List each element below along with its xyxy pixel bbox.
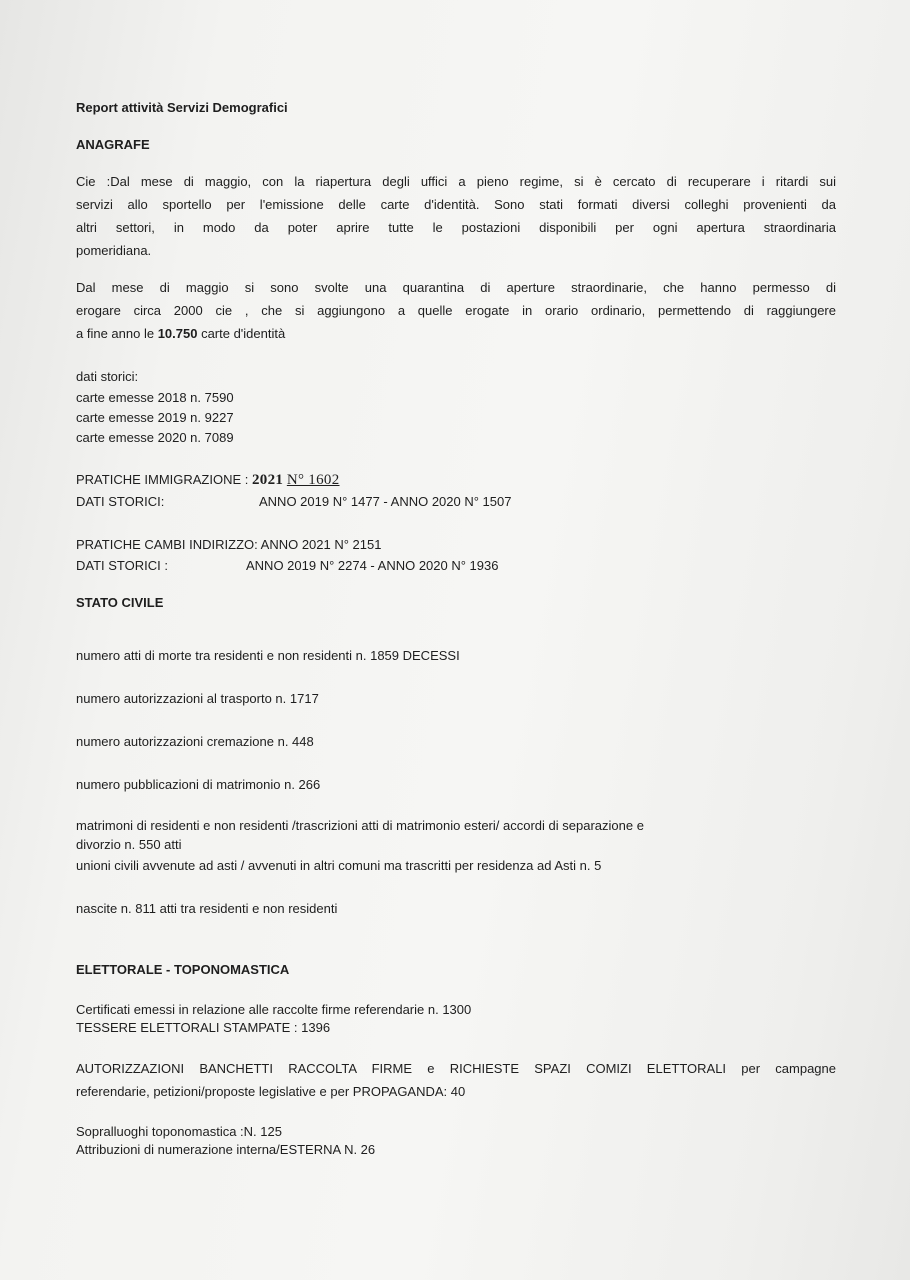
- cie-line-1: Cie :Dal mese di maggio, con la riapertura degli uffici a pieno regime, si è cercato di recuperare i ritardi sui: [76, 174, 836, 189]
- cambi-storici-value: ANNO 2019 N° 2274 - ANNO 2020 N° 1936: [246, 558, 499, 573]
- cambi-storici-row: [76, 554, 836, 577]
- immigrazione-label: PRATICHE IMMIGRAZIONE :: [76, 472, 252, 487]
- aperture-line-1: Dal mese di maggio si sono svolte una quarantina di aperture straordinarie, che hanno permesso di: [76, 280, 836, 295]
- cie-line-4: pomeridiana.: [76, 243, 152, 258]
- dati-storici-2020: carte emesse 2020 n. 7089: [76, 430, 234, 445]
- matrimoni-block: [76, 816, 836, 877]
- total-cie-count: 10.750: [157, 326, 198, 341]
- pubblicazioni-matrimonio: numero pubblicazioni di matrimonio n. 266: [76, 777, 321, 792]
- aperture-line-3: [76, 322, 836, 345]
- cambi-storici-label: DATI STORICI :: [76, 558, 168, 573]
- unioni-civili: unioni civili avvenute ad asti / avvenuti in altri comuni ma trascritti per residenza ad Asti n. 5: [76, 858, 602, 873]
- banchetti-block: [76, 1057, 836, 1103]
- banchetti-line-2: referendarie, petizioni/proposte legislative e per PROPAGANDA: 40: [76, 1084, 466, 1099]
- banchetti-line-1: AUTORIZZAZIONI BANCHETTI RACCOLTA FIRME e RICHIESTE SPAZI COMIZI ELETTORALI per campagne: [76, 1061, 836, 1076]
- cambi-indirizzo-row: PRATICHE CAMBI INDIRIZZO: ANNO 2021 N° 2151: [76, 537, 382, 552]
- cie-line-3: altri settori, in modo da poter aprire tutte le postazioni disponibili per ogni apertura straordinaria: [76, 220, 836, 235]
- immigrazione-value: N° 1602: [286, 472, 340, 488]
- certificati-block: [76, 1001, 836, 1037]
- dati-storici-block: [76, 365, 836, 448]
- sopralluoghi: Sopralluoghi toponomastica :N. 125: [76, 1124, 282, 1139]
- anagrafe-heading: ANAGRAFE: [76, 137, 150, 152]
- aperture-line-2: erogare circa 2000 cie , che si aggiungono a quelle erogate in orario ordinario, permettendo di raggiungere: [76, 303, 836, 318]
- document-body: [76, 96, 836, 1159]
- matrimoni-line-2: divorzio n. 550 atti: [76, 837, 182, 852]
- immigrazione-storici-row: [76, 490, 836, 513]
- report-title: Report attività Servizi Demografici: [76, 100, 288, 115]
- nascite: nascite n. 811 atti tra residenti e non residenti: [76, 901, 338, 916]
- cambi-indirizzo-block: [76, 533, 836, 577]
- dati-storici-2019: carte emesse 2019 n. 9227: [76, 410, 234, 425]
- elettorale-heading: ELETTORALE - TOPONOMASTICA: [76, 962, 290, 977]
- aperture-paragraph: [76, 276, 836, 345]
- dati-storici-2018: carte emesse 2018 n. 7590: [76, 390, 234, 405]
- autorizzazioni-trasporto: numero autorizzazioni al trasporto n. 1717: [76, 691, 319, 706]
- matrimoni-line-1: matrimoni di residenti e non residenti /trascrizioni atti di matrimonio esteri/ accordi di separazione e: [76, 818, 644, 833]
- autorizzazioni-cremazione: numero autorizzazioni cremazione n. 448: [76, 734, 314, 749]
- tessere-elettorali: TESSERE ELETTORALI STAMPATE : 1396: [76, 1020, 331, 1035]
- cie-line-2: servizi allo sportello per l'emissione delle carte d'identità. Sono stati formati diversi colleghi provenienti da: [76, 197, 836, 212]
- aperture-line-3-suffix: carte d'identità: [197, 326, 286, 341]
- immigrazione-storici-label: DATI STORICI:: [76, 494, 165, 509]
- aperture-line-3-prefix: a fine anno le: [76, 326, 158, 341]
- attribuzioni-numerazione: Attribuzioni di numerazione interna/ESTERNA N. 26: [76, 1142, 376, 1157]
- immigrazione-year: 2021: [252, 472, 284, 488]
- immigrazione-block: [76, 468, 836, 513]
- immigrazione-storici-value: ANNO 2019 N° 1477 - ANNO 2020 N° 1507: [259, 494, 512, 509]
- toponomastica-block: [76, 1123, 836, 1159]
- certificati-referendarie: Certificati emessi in relazione alle raccolte firme referendarie n. 1300: [76, 1002, 472, 1017]
- immigrazione-row: [76, 468, 836, 492]
- stato-civile-heading: STATO CIVILE: [76, 595, 164, 610]
- dati-storici-label: dati storici:: [76, 369, 139, 384]
- atti-morte: numero atti di morte tra residenti e non residenti n. 1859 DECESSI: [76, 648, 460, 663]
- cie-paragraph: [76, 170, 836, 262]
